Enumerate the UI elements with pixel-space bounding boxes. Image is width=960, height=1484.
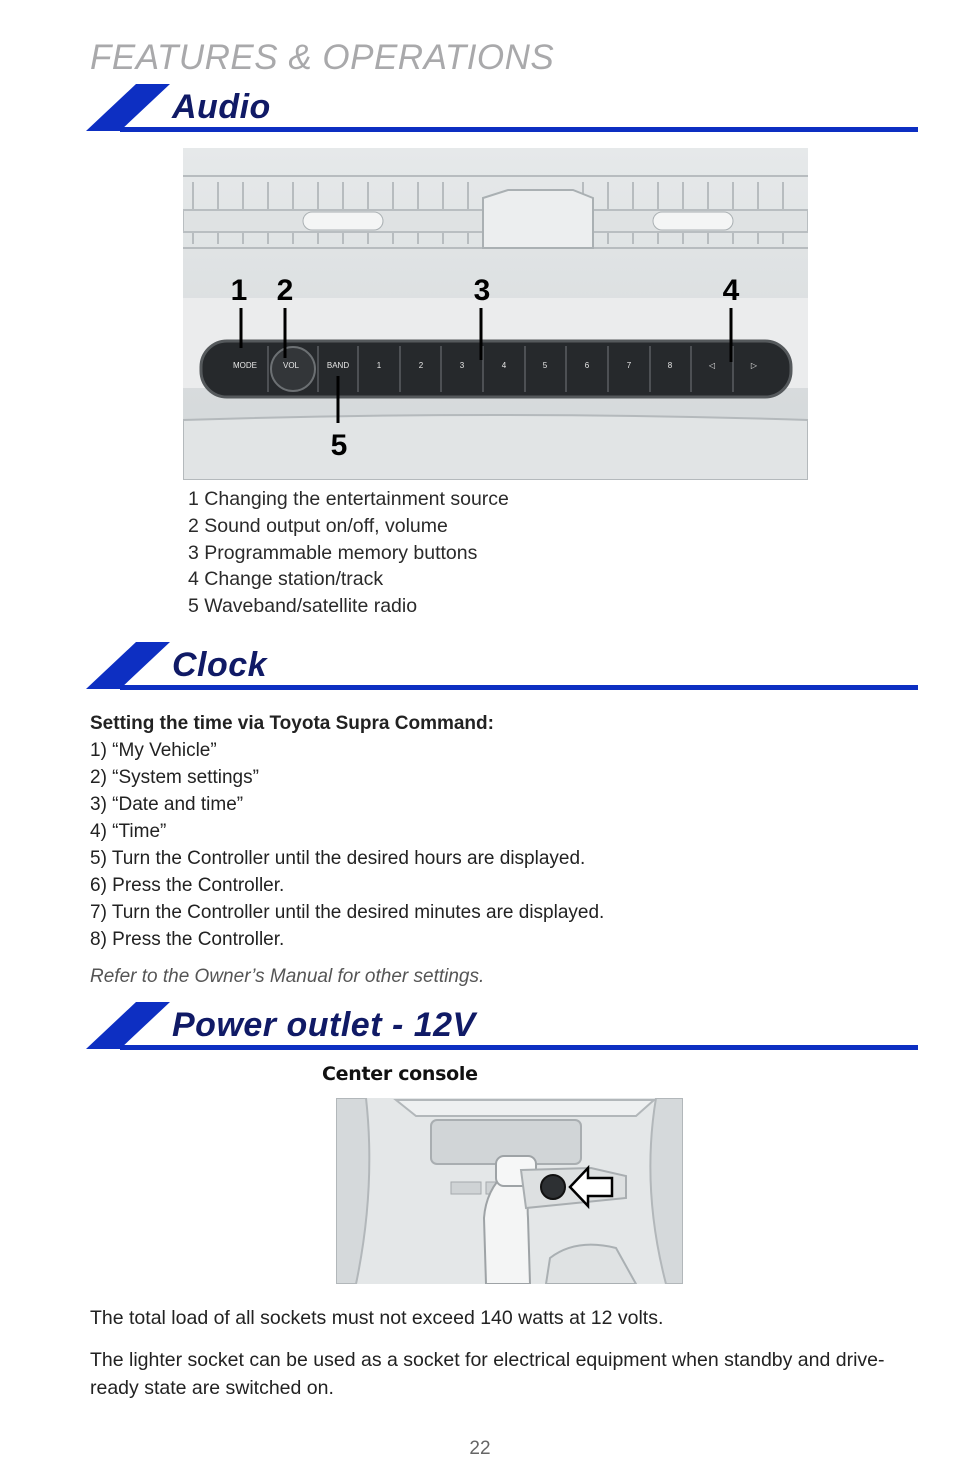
page-heading: FEATURES & OPERATIONS xyxy=(90,38,555,77)
clock-instructions xyxy=(90,710,910,990)
clock-step: 3) “Date and time” xyxy=(90,794,244,815)
audio-control-panel-figure xyxy=(183,148,808,480)
callout-number-3: 3 xyxy=(473,274,491,307)
callout-number-5: 5 xyxy=(330,429,348,462)
audio-section-title: Audio xyxy=(172,88,271,126)
legend-item: 4 Change station/track xyxy=(188,568,384,591)
power-outlet-section-title: Power outlet - 12V xyxy=(172,1006,476,1044)
clock-steps xyxy=(90,737,910,953)
clock-step: 6) Press the Controller. xyxy=(90,875,285,896)
clock-heading: Setting the time via Toyota Supra Command: xyxy=(90,713,494,734)
figure-caption: Center console xyxy=(322,1063,478,1085)
clock-step: 4) “Time” xyxy=(90,821,167,842)
clock-step: 8) Press the Controller. xyxy=(90,929,285,950)
clock-section-bar xyxy=(86,642,918,690)
callout-number-2: 2 xyxy=(276,274,294,307)
audio-panel-illustration xyxy=(183,148,808,480)
center-console-illustration xyxy=(336,1098,683,1284)
power-outlet-section-bar xyxy=(86,1002,918,1050)
button-label-3: 3 xyxy=(459,361,465,370)
button-label-mode: MODE xyxy=(233,361,257,370)
button-label-next: ▷ xyxy=(750,361,758,370)
button-label-5: 5 xyxy=(542,361,548,370)
clock-step: 2) “System settings” xyxy=(90,767,259,788)
power-outlet-socket xyxy=(541,1175,565,1199)
section-bar-tab xyxy=(86,84,170,131)
section-bar-tab xyxy=(86,642,170,689)
button-label-1: 1 xyxy=(376,361,382,370)
center-console-figure xyxy=(336,1098,683,1284)
section-bar-rule xyxy=(120,1045,918,1050)
button-label-8: 8 xyxy=(667,361,673,370)
clock-step: 5) Turn the Controller until the desired hours are displayed. xyxy=(90,848,586,869)
legend-item: 2 Sound output on/off, volume xyxy=(188,514,448,537)
clock-step: 7) Turn the Controller until the desired minutes are displayed. xyxy=(90,902,605,923)
clock-step: 1) “My Vehicle” xyxy=(90,740,217,761)
button-label-6: 6 xyxy=(584,361,590,370)
callout-number-1: 1 xyxy=(230,274,248,307)
lighter-socket-text: The lighter socket can be used as a socket for electrical equipment when standby and drive-ready state are switched on. xyxy=(90,1349,885,1399)
button-label-7: 7 xyxy=(626,361,632,370)
button-label-prev: ◁ xyxy=(708,361,716,370)
legend-item: 1 Changing the entertainment source xyxy=(188,488,509,510)
audio-section-bar xyxy=(86,84,918,132)
section-bar-tab xyxy=(86,1002,170,1049)
legend-item: 5 Waveband/satellite radio xyxy=(188,595,418,618)
button-label-vol: VOL xyxy=(282,361,300,370)
audio-legend-list xyxy=(188,486,509,620)
button-label-band: BAND xyxy=(326,361,350,370)
button-label-4: 4 xyxy=(501,361,507,370)
callout-number-4: 4 xyxy=(722,274,740,307)
section-bar-rule xyxy=(120,685,918,690)
section-bar-rule xyxy=(120,127,918,132)
hazard-button-housing xyxy=(483,190,593,248)
legend-item: 3 Programmable memory buttons xyxy=(188,541,478,564)
button-label-2: 2 xyxy=(418,361,424,370)
page-number: 22 xyxy=(469,1438,491,1459)
load-limit-text: The total load of all sockets must not exceed 140 watts at 12 volts. xyxy=(90,1307,664,1329)
clock-section-title: Clock xyxy=(172,646,268,684)
clock-note: Refer to the Owner’s Manual for other settings. xyxy=(90,966,485,987)
